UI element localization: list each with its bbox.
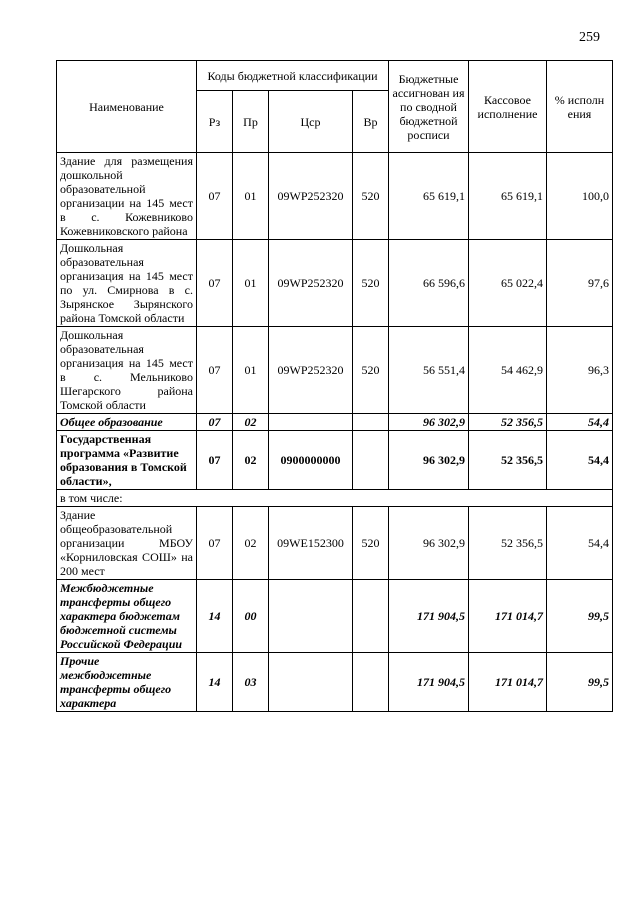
table-row: [57, 414, 613, 431]
row-tser: 09WP252320: [269, 240, 353, 327]
header-codes: Коды бюджетной классификации: [197, 61, 389, 91]
row-rz: 07: [197, 431, 233, 490]
row-cash: 52 356,5: [469, 414, 547, 431]
row-vr: [353, 580, 389, 653]
row-name: Общее образование: [57, 414, 197, 431]
row-name: Здание общеобразовательной организации МБОУ «Корниловская СОШ» на 200 мест: [57, 507, 197, 580]
row-tser: 0900000000: [269, 431, 353, 490]
row-budget: 65 619,1: [389, 153, 469, 240]
row-cash: 52 356,5: [469, 507, 547, 580]
table-row: [57, 507, 613, 580]
row-pr: 01: [233, 240, 269, 327]
table-row: [57, 490, 613, 507]
row-tser: 09WE152300: [269, 507, 353, 580]
row-pr: 02: [233, 414, 269, 431]
header-tser: Цср: [269, 91, 353, 153]
row-cash: 65 619,1: [469, 153, 547, 240]
row-budget: 171 904,5: [389, 653, 469, 712]
header-cash: Кассовое исполнение: [469, 61, 547, 153]
table-row: [57, 580, 613, 653]
table-row: [57, 431, 613, 490]
row-vr: 520: [353, 153, 389, 240]
row-cash: 171 014,7: [469, 653, 547, 712]
row-cash: 54 462,9: [469, 327, 547, 414]
row-cash: 171 014,7: [469, 580, 547, 653]
row-budget: 96 302,9: [389, 507, 469, 580]
row-in-that-number: в том числе:: [57, 490, 613, 507]
row-percent: 100,0: [547, 153, 613, 240]
row-pr: 02: [233, 431, 269, 490]
row-rz: 07: [197, 153, 233, 240]
row-budget: 171 904,5: [389, 580, 469, 653]
row-pr: 00: [233, 580, 269, 653]
row-name: Межбюджетные трансферты общего характера бюджетам бюджетной системы Российской Федерации: [57, 580, 197, 653]
row-rz: 07: [197, 240, 233, 327]
row-percent: 99,5: [547, 580, 613, 653]
page-number: 259: [579, 30, 600, 45]
row-cash: 52 356,5: [469, 431, 547, 490]
row-tser: 09WP252320: [269, 327, 353, 414]
row-vr: [353, 431, 389, 490]
row-budget: 56 551,4: [389, 327, 469, 414]
row-rz: 07: [197, 414, 233, 431]
row-vr: [353, 653, 389, 712]
table-row: [57, 653, 613, 712]
row-tser: 09WP252320: [269, 153, 353, 240]
table-row: [57, 240, 613, 327]
row-cash: 65 022,4: [469, 240, 547, 327]
table-row: [57, 153, 613, 240]
row-name: Дошкольная образовательная организация на 145 мест по ул. Смирнова в с. Зырянское Зырянского района Томской области: [57, 240, 197, 327]
row-percent: 54,4: [547, 507, 613, 580]
budget-execution-table: [56, 60, 613, 712]
row-pr: 01: [233, 153, 269, 240]
row-percent: 97,6: [547, 240, 613, 327]
row-pr: 03: [233, 653, 269, 712]
row-name: Здание для размещения дошкольной образовательной организации на 145 мест в с. Кожевниково Кожевниковского района: [57, 153, 197, 240]
header-vr: Вр: [353, 91, 389, 153]
row-rz: 14: [197, 653, 233, 712]
row-pr: 01: [233, 327, 269, 414]
row-vr: [353, 414, 389, 431]
table-row: [57, 327, 613, 414]
row-budget: 96 302,9: [389, 414, 469, 431]
row-percent: 54,4: [547, 431, 613, 490]
header-budget: Бюджетные ассигнован ия по сводной бюджетной росписи: [389, 61, 469, 153]
row-budget: 96 302,9: [389, 431, 469, 490]
header-pr: Пр: [233, 91, 269, 153]
row-vr: 520: [353, 507, 389, 580]
row-rz: 07: [197, 507, 233, 580]
row-percent: 99,5: [547, 653, 613, 712]
row-tser: [269, 653, 353, 712]
row-tser: [269, 580, 353, 653]
header-rz: Рз: [197, 91, 233, 153]
row-percent: 96,3: [547, 327, 613, 414]
row-name: Дошкольная образовательная организация на 145 мест в с. Мельниково Шегарского района Томской области: [57, 327, 197, 414]
row-budget: 66 596,6: [389, 240, 469, 327]
row-rz: 07: [197, 327, 233, 414]
row-percent: 54,4: [547, 414, 613, 431]
header-name: Наименование: [57, 61, 197, 153]
row-vr: 520: [353, 240, 389, 327]
row-name: Прочие межбюджетные трансферты общего характера: [57, 653, 197, 712]
header-percent: % исполн ения: [547, 61, 613, 153]
row-name: Государственная программа «Развитие образования в Томской области»,: [57, 431, 197, 490]
row-rz: 14: [197, 580, 233, 653]
row-vr: 520: [353, 327, 389, 414]
row-tser: [269, 414, 353, 431]
row-pr: 02: [233, 507, 269, 580]
